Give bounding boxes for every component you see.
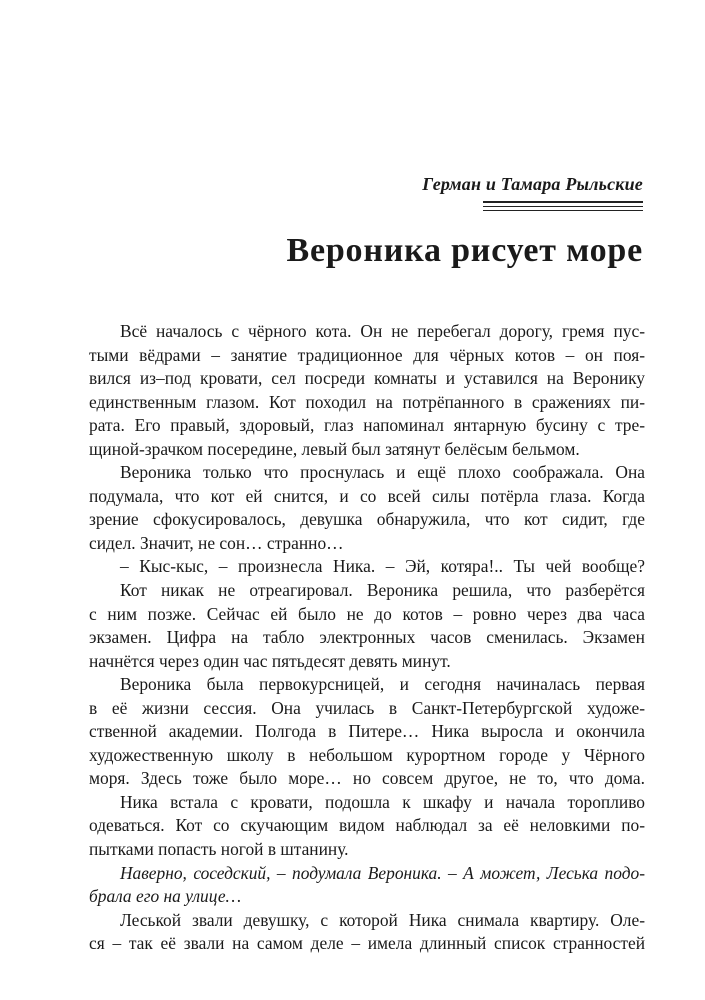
text-line: пытками попасть ногой в штанину. [89, 839, 349, 860]
text-line: единственным глазом. Кот походил на потрёпанного в сражениях пи- [89, 391, 645, 412]
text-line: Наверно, соседский, – подумала Вероника. – А может, Леська подо- [120, 862, 645, 883]
text-line: подумала, что кот ей снится, и со всей силы потёрла глаза. Когда [89, 485, 645, 506]
text-line: Вероника была первокурсницей, и сегодня начиналась первая [120, 674, 645, 695]
author-name: Герман и Тамара Рыльские [422, 174, 643, 194]
text-line: ственной академии. Полгода в Питере… Ника выросла и окончила [89, 721, 645, 742]
text-line: брала его на улице… [89, 886, 242, 907]
text-line: одеваться. Кот со скучающим видом наблюдал за её неловкими по- [89, 815, 645, 836]
text-line: ся – так её звали на самом деле – имела длинный список странностей [89, 933, 645, 954]
text-line: вился из–под кровати, сел посреди комнаты и уставился на Веронику [89, 368, 645, 389]
chapter-title: Вероника рисует море [286, 232, 643, 269]
text-line: щиной-зрачком посередине, левый был затянут белёсым бельмом. [89, 438, 580, 459]
body-text [89, 320, 645, 956]
decorative-rule [483, 210, 643, 211]
text-line: экзамен. Цифра на табло электронных часов сменилась. Экзамен [89, 627, 645, 648]
text-line: Вероника только что проснулась и ещё плохо соображала. Она [120, 462, 645, 483]
text-line: зрение сфокусировалось, девушка обнаружила, что кот сидит, где [89, 509, 645, 530]
text-line: Ника встала с кровати, подошла к шкафу и начала торопливо [120, 791, 645, 812]
text-line: Кот никак не отреагировал. Вероника решила, что разберётся [120, 580, 645, 601]
text-line: с ним позже. Сейчас ей было не до котов – ровно через два часа [89, 603, 645, 624]
text-line: рата. Его правый, здоровый, глаз напоминал янтарную бусину с тре- [89, 415, 645, 436]
text-line: художественную школу в небольшом курортном городе у Чёрного [89, 744, 645, 765]
text-line: сидел. Значит, не сон… странно… [89, 532, 344, 553]
text-line: Леськой звали девушку, с которой Ника снимала квартиру. Оле- [120, 909, 645, 930]
decorative-rule [483, 206, 643, 207]
text-line: – Кыс-кыс, – произнесла Ника. – Эй, котяра!.. Ты чей вообще? [120, 556, 645, 577]
text-line: начнётся через один час пятьдесят девять минут. [89, 650, 451, 671]
text-line: Всё началось с чёрного кота. Он не перебегал дорогу, гремя пус- [120, 321, 645, 341]
decorative-rule [483, 201, 643, 203]
text-line: моря. Здесь тоже было море… но совсем другое, не то, что дома. [89, 768, 645, 789]
text-line: тыми вёдрами – занятие традиционное для чёрных котов – он поя- [89, 344, 645, 365]
text-line: в её жизни сессия. Она училась в Санкт-Петербургской художе- [89, 697, 645, 718]
